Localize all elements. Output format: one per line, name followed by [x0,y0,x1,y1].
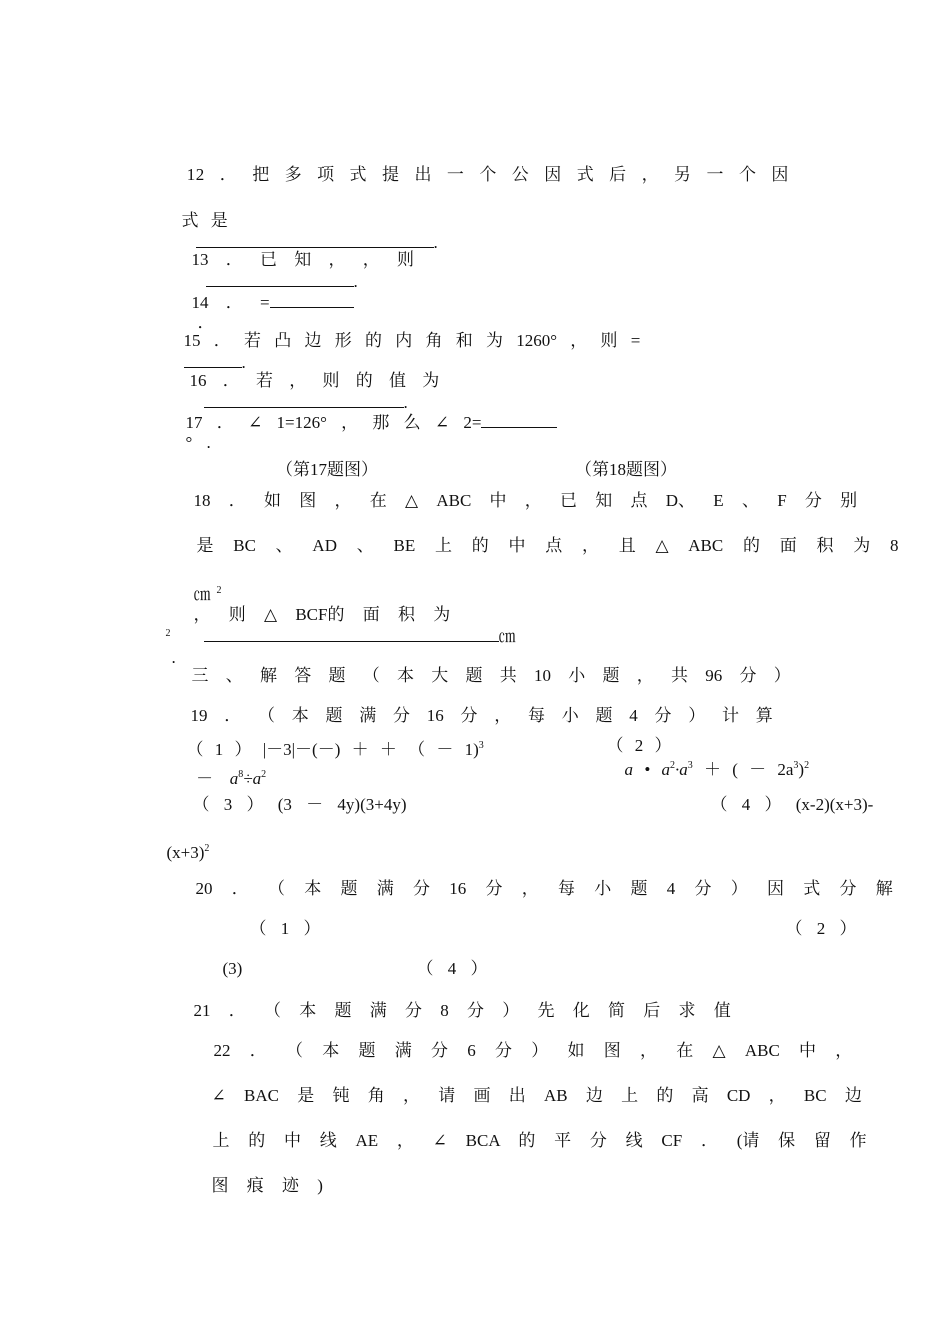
q18-unit: ㎝ [193,584,211,604]
q18-text2: 是 BC 、 AD 、 BE 上 的 中 点 ， 且 △ ABC 的 面 积 为 8 [196,536,899,555]
q15-end: . [241,353,246,372]
q12-end: . [433,233,438,252]
q19-p2-sup1: 2 [669,760,675,771]
q19-p1: （ 1 ） |－3|－(－) ＋ ＋ （ － 1) [186,739,479,759]
q19-p2-label: （ 2 ） [606,736,672,755]
q22-text2: ∠ BAC 是 钝 角 ， 请 画 出 AB 边 上 的 高 CD ， BC 边 [211,1086,862,1105]
q22-text4: 图 痕 迹 ) [211,1176,323,1195]
q18-unit2: ㎝ [498,626,516,646]
q19-p2-tail2: ) [798,759,805,779]
q19-p4: （ 4 ） (x-2)(x+3)- [710,795,874,814]
question-22-line2 [175,1066,862,1106]
q16-end: . [403,393,408,412]
figure-17-caption: （第17题图） [276,460,378,479]
q19-p2-l2-sup1: 8 [238,769,244,780]
q14-end: ． [197,313,215,332]
question-22-line4 [175,1156,323,1196]
q13-text: 13 ． 已 知 ， ， 则 [191,250,414,269]
q19-p2-l2-sup2: 2 [261,769,267,780]
q16-text: 16 ． 若 ， 则 的 值 为 [189,371,440,390]
answer-blank-14[interactable] [270,291,354,308]
question-22-line1 [175,1021,852,1061]
question-20-part4 [388,939,488,979]
q19-p2-sup3: 3 [793,760,799,771]
q13-end: . [353,272,358,291]
q18-text3: ， 则 △ BCF的 面 积 为 [193,604,451,624]
q19-p3: （ 3 ） (3 － 4y)(3+4y) [192,795,407,814]
q18-sup2: 2 [165,628,171,639]
question-12-line1 [157,145,789,185]
q18-sup: 2 [216,585,222,596]
q18-text1: 18 ． 如 图 ， 在 △ ABC 中 ， 已 知 点 D、 E 、 F 分 别 [193,491,858,510]
question-19-part4 [682,775,873,815]
question-20-part2 [757,899,857,939]
q19-p2-l2-mid: ÷a [243,768,262,788]
q20-p1: （ 1 ） [249,919,321,938]
question-19-part2 [584,716,809,780]
question-19-part4-line2 [158,819,209,863]
q19-p4-l2: (x+3) [166,842,205,862]
question-21 [157,981,731,1021]
q20-p3: (3) [222,959,243,978]
question-22-line3 [175,1111,867,1151]
q19-p2-mid: ·a [674,759,688,779]
question-19-part3 [164,775,406,815]
section-3-title: 三 、 解 答 题 （ 本 大 题 共 10 小 题 ， 共 96 分 ） [191,666,791,685]
q19-p4-sup: 2 [204,843,210,854]
q19-p2-a: a • a [624,759,670,779]
q15-text: 15 ． 若 凸 边 形 的 内 角 和 为 1260° ， 则 = [183,331,641,350]
q12-text2: 式 是 [181,211,228,230]
q14-text: 14 ． = [191,293,270,312]
q20-p2: （ 2 ） [785,919,857,938]
question-18-line1 [157,471,857,511]
question-20-head [157,859,893,899]
answer-blank-17[interactable] [481,411,557,428]
q17-end: ° . [185,433,211,452]
q20-p4: （ 4 ） [416,959,488,978]
question-20-part1 [221,899,321,939]
q22-text3: 上 的 中 线 AE ， ∠ BCA 的 平 分 线 CF ． (请 保 留 作 [212,1131,867,1150]
q19-head: 19 ． （ 本 题 满 分 16 分 ， 每 小 题 4 分 ） 计 算 [190,706,773,725]
figure-18-caption: （第18题图） [575,460,677,479]
q17-text: 17 ． ∠ 1=126° ， 那 么 ∠ 2= [185,413,482,432]
q19-p2-tail: ＋ ( － 2a [692,759,794,779]
q19-p2-sup2: 3 [687,760,693,771]
q18-end: . [171,647,176,667]
q22-text1: 22 ． （ 本 题 满 分 6 分 ） 如 图 ， 在 △ ABC 中 ， [213,1041,853,1060]
q12-text: 12 ． 把 多 项 式 提 出 一 个 公 因 式 后 ， 另 一 个 因 [186,165,790,184]
q19-p1-sup: 3 [478,740,484,751]
section-heading [157,646,791,686]
q20-head: 20 ． （ 本 题 满 分 16 分 ， 每 小 题 4 分 ） 因 式 分 解 [195,879,893,898]
answer-blank-18[interactable] [204,625,499,642]
question-20-part3 [214,939,242,979]
question-18-line2 [157,516,898,556]
q21-text: 21 ． （ 本 题 满 分 8 分 ） 先 化 简 后 求 值 [193,1001,731,1020]
q19-p2-sup4: 2 [804,760,810,771]
question-18-line3 [157,561,516,647]
question-17 [157,391,557,453]
q19-p2-l2: － a [194,768,239,788]
